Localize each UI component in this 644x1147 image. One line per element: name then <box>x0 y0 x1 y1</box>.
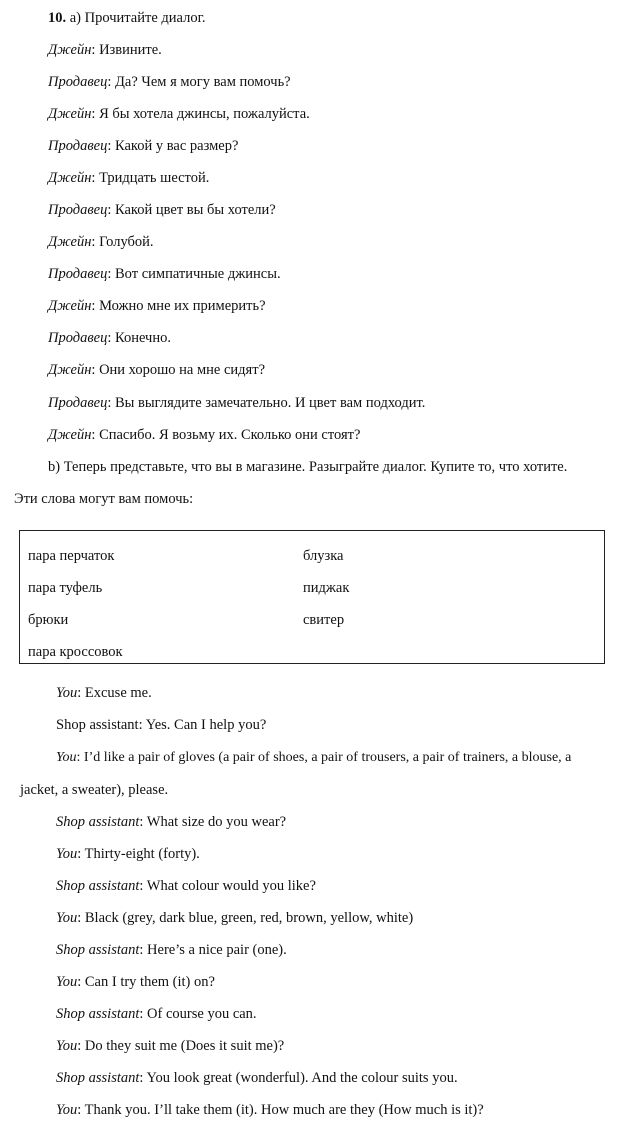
speaker-name: You <box>56 750 77 765</box>
dialog-en-line: You: Can I try them (it) on? <box>56 974 215 990</box>
dialog-en-line: Shop assistant: Yes. Can I help you? <box>56 717 267 733</box>
word-item: свитер <box>303 612 345 628</box>
dialog-text: Можно мне их примерить? <box>99 298 266 314</box>
dialog-ru-line: Джейн: Спасибо. Я возьму их. Сколько они стоят? <box>48 427 361 443</box>
dialog-en-line: Shop assistant: You look great (wonderful). And the colour suits you. <box>56 1070 458 1086</box>
dialog-en-line: You: Thirty-eight (forty). <box>56 846 200 862</box>
word-item: брюки <box>28 612 69 628</box>
dialog-en-line: jacket, a sweater), please. <box>20 782 169 798</box>
dialog-en-line: Shop assistant: Here’s a nice pair (one). <box>56 942 287 958</box>
speaker-name: Shop assistant <box>56 878 140 894</box>
dialog-text: Они хорошо на мне сидят? <box>99 362 265 378</box>
dialog-ru-line: Джейн: Они хорошо на мне сидят? <box>48 362 265 378</box>
dialog-en-line: Shop assistant: Of course you can. <box>56 1006 257 1022</box>
speaker-name: You <box>56 1102 78 1118</box>
speaker-name: Джейн <box>48 427 92 443</box>
dialog-text: Спасибо. Я возьму их. Сколько они стоят? <box>99 427 361 443</box>
exercise-header <box>48 9 206 27</box>
exercise-part-a: a) Прочитайте диалог. <box>69 10 206 26</box>
dialog-ru-line: Джейн: Можно мне их примерить? <box>48 298 266 314</box>
dialog-en-line: You: I’d like a pair of gloves (a pair of shoes, a pair of trousers, a pair of trainers, a blouse, a <box>56 750 572 765</box>
dialog-text: Do they suit me (Does it suit me)? <box>84 1038 285 1054</box>
speaker-name: Продавец <box>48 74 108 90</box>
dialog-ru-line: Продавец: Какой у вас размер? <box>48 138 239 154</box>
dialog-text: Тридцать шестой. <box>99 170 210 186</box>
speaker-name: Shop assistant <box>56 814 140 830</box>
dialog-text: Black (grey, dark blue, green, red, brown, yellow, white) <box>84 910 414 926</box>
dialog-ru-line: Джейн: Извините. <box>48 42 162 58</box>
speaker-name: You <box>56 685 78 701</box>
word-item: пара туфель <box>28 580 103 596</box>
dialog-ru-line: Продавец: Конечно. <box>48 330 171 346</box>
speaker-name: Продавец <box>48 330 108 346</box>
speaker-name: Джейн <box>48 234 92 250</box>
dialog-en-line: You: Black (grey, dark blue, green, red, brown, yellow, white) <box>56 910 414 926</box>
word-item: блузка <box>303 548 344 564</box>
dialog-text: What colour would you like? <box>146 878 316 894</box>
word-box <box>19 530 605 664</box>
speaker-name: Продавец <box>48 395 108 411</box>
speaker-name: Shop assistant <box>56 942 140 958</box>
words-intro: Эти слова могут вам помочь: <box>14 491 194 507</box>
speaker-name: You <box>56 910 78 926</box>
dialog-text: Excuse me. <box>84 685 152 701</box>
dialog-text: Вот симпатичные джинсы. <box>115 266 281 282</box>
dialog-text: Of course you can. <box>147 1006 257 1022</box>
dialog-ru-line: Джейн: Я бы хотела джинсы, пожалуйста. <box>48 106 310 122</box>
dialog-en-line: You: Excuse me. <box>56 685 152 701</box>
dialog-text: What size do you wear? <box>146 814 287 830</box>
dialog-text: You look great (wonderful). And the colour suits you. <box>146 1070 458 1086</box>
dialog-text: Какой цвет вы бы хотели? <box>115 202 276 218</box>
exercise-number: 10. <box>48 10 67 26</box>
speaker-name: You <box>56 974 78 990</box>
speaker-name: Shop assistant <box>56 1070 140 1086</box>
speaker-name: Продавец <box>48 138 108 154</box>
dialog-en-line: Shop assistant: What size do you wear? <box>56 814 287 830</box>
dialog-ru-line: Продавец: Да? Чем я могу вам помочь? <box>48 74 291 90</box>
dialog-text: Я бы хотела джинсы, пожалуйста. <box>99 106 310 122</box>
exercise-part-b: b) Теперь представьте, что вы в магазине. Разыграйте диалог. Купите то, что хотите. <box>48 459 568 475</box>
word-item: пара кроссовок <box>28 644 123 660</box>
speaker-name: Shop assistant <box>56 1006 140 1022</box>
dialog-ru-line: Продавец: Какой цвет вы бы хотели? <box>48 202 276 218</box>
dialog-en-line: You: Do they suit me (Does it suit me)? <box>56 1038 285 1054</box>
dialog-text: Голубой. <box>99 234 154 250</box>
speaker-name: Джейн <box>48 42 92 58</box>
speaker-name: Джейн <box>48 170 92 186</box>
speaker-name: Продавец <box>48 202 108 218</box>
dialog-text: Вы выглядите замечательно. И цвет вам подходит. <box>115 395 426 411</box>
dialog-ru-line: Джейн: Тридцать шестой. <box>48 170 210 186</box>
speaker-name: You <box>56 846 78 862</box>
dialog-text: I’d like a pair of gloves (a pair of shoes, a pair of trousers, a pair of trainers, a blouse, a <box>83 750 572 765</box>
dialog-text: Конечно. <box>115 330 171 346</box>
speaker-name: Джейн <box>48 362 92 378</box>
dialog-en-line: Shop assistant: What colour would you like? <box>56 878 316 894</box>
speaker-name: Продавец <box>48 266 108 282</box>
dialog-text: Какой у вас размер? <box>115 138 239 154</box>
dialog-text: Here’s a nice pair (one). <box>147 942 287 958</box>
speaker-name: You <box>56 1038 78 1054</box>
word-item: пара перчаток <box>28 548 115 564</box>
dialog-text: Извините. <box>99 42 162 58</box>
dialog-text: Can I try them (it) on? <box>84 974 215 990</box>
word-item: пиджак <box>303 580 350 596</box>
dialog-ru-line: Продавец: Вы выглядите замечательно. И цвет вам подходит. <box>48 395 426 411</box>
speaker-name: Джейн <box>48 106 92 122</box>
dialog-text: Да? Чем я могу вам помочь? <box>115 74 291 90</box>
dialog-text: Thank you. I’ll take them (it). How much are they (How much is it)? <box>84 1102 484 1118</box>
speaker-name: Джейн <box>48 298 92 314</box>
dialog-en-line: You: Thank you. I’ll take them (it). How much are they (How much is it)? <box>56 1102 484 1118</box>
dialog-ru-line: Джейн: Голубой. <box>48 234 154 250</box>
dialog-ru-line: Продавец: Вот симпатичные джинсы. <box>48 266 281 282</box>
dialog-text: Thirty-eight (forty). <box>84 846 200 862</box>
